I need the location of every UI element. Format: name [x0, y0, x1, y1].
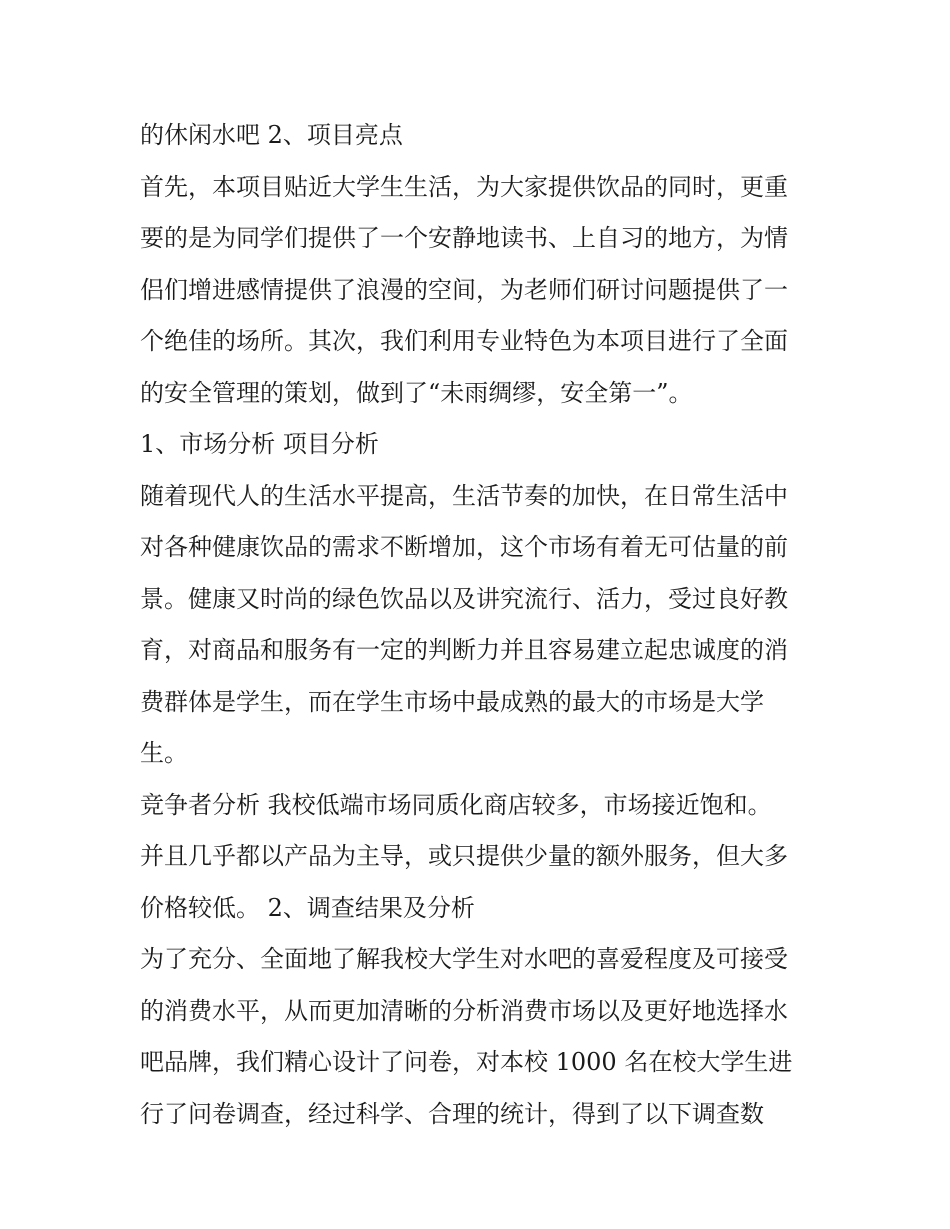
text-line: 育，对商品和服务有一定的判断力并且容易建立起忠诚度的消 [140, 636, 788, 664]
text-line: 景。健康又时尚的绿色饮品以及讲究流行、活力，受过良好教 [140, 584, 788, 613]
text-line: 生。 [140, 739, 188, 767]
text-line: 要的是为同学们提供了一个安静地读书、上自习的地方，为情 [140, 224, 788, 252]
text-line: 的消费水平，从而更加清晰的分析消费市场以及更好地选择水 [140, 996, 788, 1025]
section-heading: 1、市场分析 项目分析 [140, 430, 379, 458]
text-line: 并且几乎都以产品为主导，或只提供少量的额外服务，但大多 [140, 842, 788, 870]
text-line: 为了充分、全面地了解我校大学生对水吧的喜爱程度及可接受 [140, 945, 788, 973]
document-body [140, 110, 820, 1140]
text-line: 价格较低。 2、调查结果及分析 [140, 893, 475, 922]
text-line: 费群体是学生，而在学生市场中最成熟的最大的市场是大学 [140, 687, 764, 716]
text-line: 对各种健康饮品的需求不断增加，这个市场有着无可估量的前 [140, 533, 788, 561]
text-line: 吧品牌，我们精心设计了问卷，对本校 1000 名在校大学生进 [140, 1048, 793, 1076]
text-line: 个绝佳的场所。其次，我们利用专业特色为本项目进行了全面 [140, 327, 788, 355]
text-line: 的安全管理的策划，做到了“未雨绸缪，安全第一”。 [140, 378, 693, 407]
text-line: 竞争者分析 我校低端市场同质化商店较多，市场接近饱和。 [140, 790, 772, 819]
text-line: 行了问卷调查，经过科学、合理的统计，得到了以下调查数 [140, 1099, 764, 1128]
text-line: 侣们增进感情提供了浪漫的空间，为老师们研讨问题提供了一 [140, 275, 788, 304]
text-line: 随着现代人的生活水平提高，生活节奏的加快，在日常生活中 [140, 481, 788, 510]
text-line: 首先，本项目贴近大学生生活，为大家提供饮品的同时，更重 [140, 172, 788, 201]
text-line: 的休闲水吧 2、项目亮点 [140, 121, 403, 149]
